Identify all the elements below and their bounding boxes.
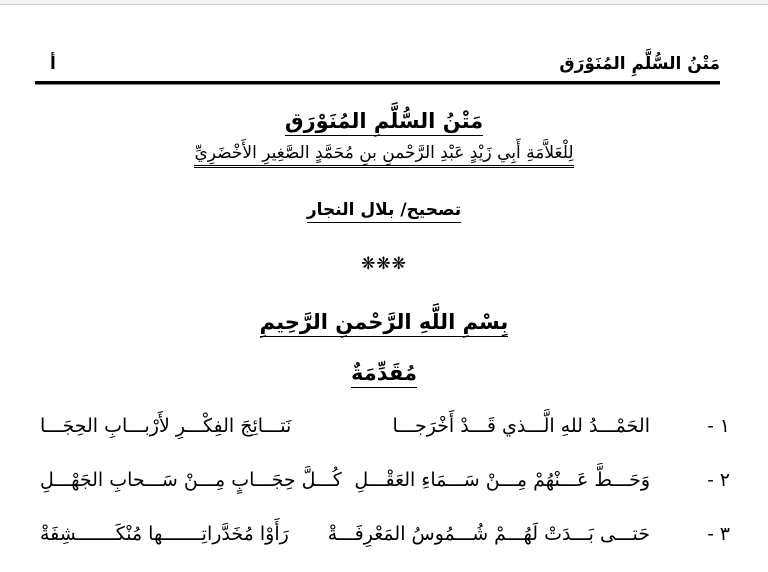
verse-row <box>40 410 730 464</box>
author-line: لِلْعَلاَّمَةِ أَبِي زَيْدٍ عَبْدِ الرَّحْمنِ بنِ مُحَمَّدٍ الصَّغِيرِ الأَخْضَرِيِّ <box>194 143 573 168</box>
separator-asterisks: ❋❋❋ <box>361 254 407 274</box>
book-title: مَتْنُ السُّلَّمِ المُنَوْرَق <box>285 108 483 136</box>
verse-number: ٣ - <box>707 523 730 545</box>
header-rule <box>35 81 720 84</box>
window-top-edge <box>0 0 768 5</box>
section-heading-block <box>0 360 768 388</box>
verse-row <box>40 518 730 572</box>
section-heading: مُقَدِّمَةٌ <box>351 360 417 388</box>
verse-first-hemistich: الحَمْـــدُ للهِ الَّـــذي قَـــدْ أَخْرَجـــا <box>392 415 650 437</box>
page-header <box>35 50 720 82</box>
verse-first-hemistich: حَتـــى بَـــدَتْ لَهُـــمْ شُـــمُوسُ المَعْرِفَـــةْ <box>327 523 650 545</box>
verse-second-hemistich: نَتـــائِجَ الفِكْـــرِ لأَرْبـــابِ الحِجَـــا <box>40 415 292 437</box>
verse-list <box>40 410 730 572</box>
running-title: مَتْنُ السُّلَّمِ المُنَوْرَق <box>559 54 720 74</box>
basmala-block <box>0 309 768 337</box>
editor-line: تصحيح/ بلال النجار <box>307 200 461 223</box>
verse-number: ١ - <box>707 415 730 437</box>
page-number: أ <box>50 54 56 74</box>
editor-block <box>0 200 768 223</box>
verse-second-hemistich: كُـــلَّ حِجَـــابٍ مِـــنْ سَـــحابِ الجَهْـــلِ <box>40 469 342 491</box>
verse-first-hemistich: وَحَـــطَّ عَـــنْهُمْ مِـــنْ سَـــمَاءِ العَقْـــلِ <box>354 469 650 491</box>
verse-second-hemistich: رَأَوْا مُخَدَّراتِـــــــها مُنْكَـــــــشِفَةْ <box>40 523 289 545</box>
author-block <box>0 143 768 168</box>
verse-number: ٢ - <box>707 469 730 491</box>
verse-row <box>40 464 730 518</box>
book-title-block <box>0 108 768 136</box>
basmala: بِسْمِ اللَّهِ الرَّحْمنِ الرَّحِيمِ <box>260 309 509 337</box>
